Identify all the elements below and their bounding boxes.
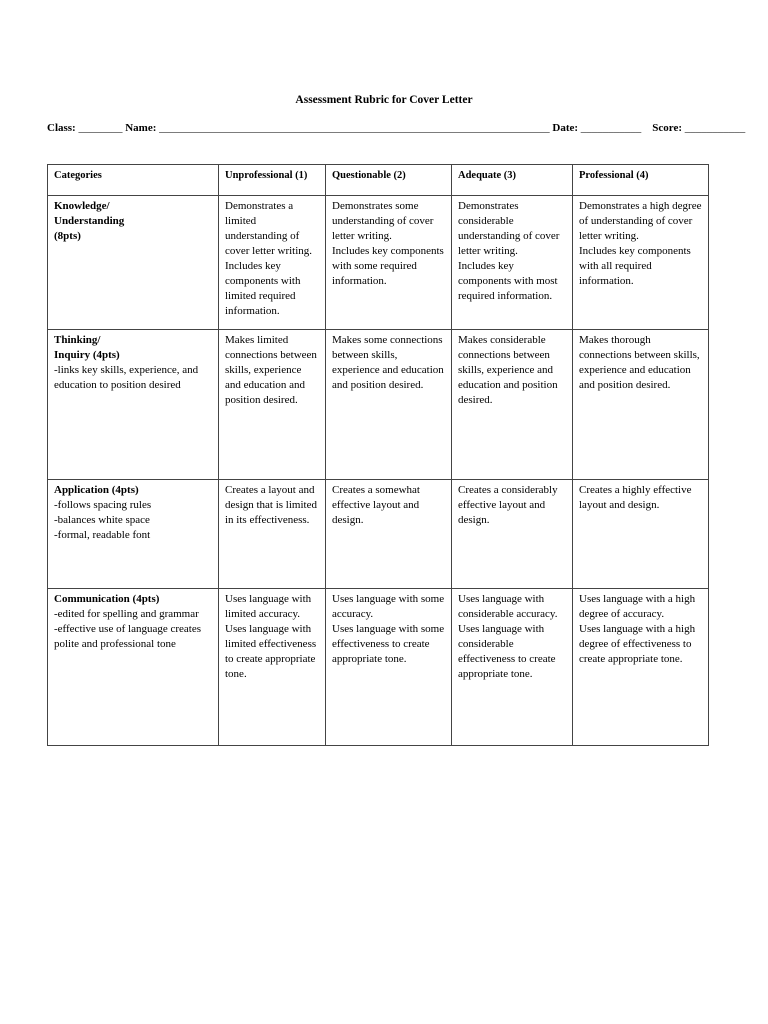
rubric-cell (573, 480, 709, 589)
rubric-cell (452, 196, 573, 330)
header-cell: Unprofessional (1) (219, 165, 326, 196)
info-line (47, 122, 746, 134)
category-title: Communication (4pts) (54, 593, 160, 605)
rubric-cell (326, 330, 452, 480)
category-description: -follows spacing rules -balances white space -formal, readable font (54, 499, 152, 541)
category-title: Thinking/ Inquiry (4pts) (54, 334, 120, 361)
table-row (48, 330, 709, 480)
category-cell (48, 480, 219, 589)
date-label: Date: (552, 122, 579, 134)
category-cell (48, 330, 219, 480)
category-title: Knowledge/ Understanding (8pts) (54, 200, 125, 242)
rubric-cell (573, 589, 709, 746)
category-description: -edited for spelling and grammar -effective use of language creates polite and professional tone (54, 608, 201, 650)
cell-text: Makes considerable connections between skills, experience and education and position desired. (458, 334, 558, 406)
header-cell: Adequate (3) (452, 165, 573, 196)
table-row (48, 480, 709, 589)
cell-text: Makes limited connections between skills, experience and education and position desired. (225, 334, 317, 406)
cell-text: Uses language with considerable accuracy. Uses language with considerable effectiveness to create appropriate tone. (458, 593, 558, 680)
rubric-cell (326, 589, 452, 746)
header-cell: Professional (4) (573, 165, 709, 196)
name-blank: _______________________________________________________________________ (159, 122, 550, 134)
rubric-cell (219, 196, 326, 330)
cell-text: Demonstrates a high degree of understanding of cover letter writing. Includes key components with all required information. (579, 200, 702, 287)
table-row (48, 589, 709, 746)
header-cell: Questionable (2) (326, 165, 452, 196)
cell-text: Demonstrates some understanding of cover letter writing. Includes key components with some required information. (332, 200, 444, 287)
cell-text: Creates a layout and design that is limited in its effectiveness. (225, 484, 317, 526)
rubric-cell (326, 480, 452, 589)
category-cell (48, 196, 219, 330)
rubric-cell (219, 480, 326, 589)
name-label: Name: (125, 122, 157, 134)
table-row (48, 196, 709, 330)
score-label: Score: (652, 122, 683, 134)
header-row (48, 165, 709, 196)
rubric-cell (326, 196, 452, 330)
date-blank: ___________ (580, 122, 642, 134)
rubric-cell (219, 589, 326, 746)
cell-text: Creates a somewhat effective layout and design. (332, 484, 420, 526)
category-title: Application (4pts) (54, 484, 139, 496)
score-blank: ___________ (684, 122, 746, 134)
cell-text: Demonstrates considerable understanding of cover letter writing. Includes key components with most required information. (458, 200, 560, 302)
cell-text: Uses language with some accuracy. Uses language with some effectiveness to create appropriate tone. (332, 593, 445, 665)
category-description: -links key skills, experience, and education to position desired (54, 364, 199, 391)
cell-text: Creates a considerably effective layout and design. (458, 484, 558, 526)
rubric-cell (573, 196, 709, 330)
rubric-cell (452, 480, 573, 589)
category-cell (48, 589, 219, 746)
class-label: Class: (47, 122, 76, 134)
rubric-table (47, 164, 709, 746)
rubric-cell (452, 330, 573, 480)
rubric-cell (573, 330, 709, 480)
header-cell: Categories (48, 165, 219, 196)
cell-text: Uses language with limited accuracy. Uses language with limited effectiveness to create appropriate tone. (225, 593, 317, 680)
cell-text: Makes some connections between skills, experience and education and position desired. (332, 334, 444, 391)
cell-text: Makes thorough connections between skills, experience and education and position desired. (579, 334, 700, 391)
rubric-cell (219, 330, 326, 480)
cell-text: Demonstrates a limited understanding of cover letter writing. Includes key components with limited required information. (225, 200, 313, 317)
cell-text: Creates a highly effective layout and design. (579, 484, 692, 511)
class-blank: ________ (78, 122, 123, 134)
cell-text: Uses language with a high degree of accuracy. Uses language with a high degree of effectiveness to create appropriate tone. (579, 593, 696, 665)
document-title: Assessment Rubric for Cover Letter (295, 94, 473, 106)
rubric-cell (452, 589, 573, 746)
